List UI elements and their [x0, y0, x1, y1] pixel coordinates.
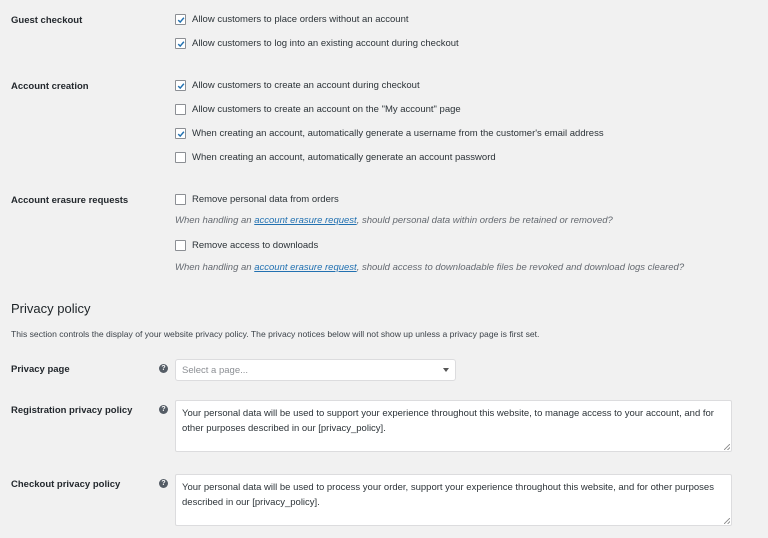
- checkbox-label: Remove access to downloads: [192, 240, 319, 251]
- checkbox-label: When creating an account, automatically generate a username from the customer's email address: [192, 128, 604, 139]
- help-icon[interactable]: ?: [159, 405, 168, 414]
- account-creation-label: Account creation: [11, 81, 89, 92]
- help-icon[interactable]: ?: [159, 364, 168, 373]
- checkbox-label: Remove personal data from orders: [192, 194, 339, 205]
- erasure-option-orders[interactable]: [175, 194, 339, 205]
- checkbox[interactable]: [175, 80, 186, 91]
- checkmark-icon: [177, 82, 185, 90]
- checkbox[interactable]: [175, 240, 186, 251]
- account-creation-option-checkout[interactable]: [175, 80, 420, 91]
- privacy-intro-text: This section controls the display of your website privacy policy. The privacy notices below will not show up unless a privacy page is first set.: [11, 329, 540, 339]
- checkbox-label: Allow customers to log into an existing account during checkout: [192, 38, 459, 49]
- checkbox-label: Allow customers to create an account during checkout: [192, 80, 420, 91]
- privacy-page-label: Privacy page: [11, 364, 70, 375]
- account-creation-option-username[interactable]: [175, 128, 604, 139]
- checkout-privacy-label: Checkout privacy policy: [11, 479, 121, 490]
- account-erasure-label: Account erasure requests: [11, 195, 129, 206]
- erasure-downloads-description: When handling an account erasure request, should access to downloadable files be revoked and download logs cleared?: [175, 262, 685, 273]
- checkbox[interactable]: [175, 194, 186, 205]
- checkbox[interactable]: [175, 104, 186, 115]
- checkbox-label: When creating an account, automatically generate an account password: [192, 152, 496, 163]
- checkmark-icon: [177, 16, 185, 24]
- checkmark-icon: [177, 130, 185, 138]
- privacy-page-select[interactable]: [175, 359, 456, 381]
- dropdown-arrow-icon: [443, 368, 449, 372]
- select-placeholder: Select a page...: [182, 364, 249, 376]
- checkbox-label: Allow customers to place orders without an account: [192, 14, 409, 25]
- checkbox[interactable]: [175, 38, 186, 49]
- erasure-option-downloads[interactable]: [175, 240, 318, 251]
- privacy-policy-heading: Privacy policy: [11, 301, 91, 316]
- guest-checkout-option-orders[interactable]: [175, 14, 409, 25]
- erasure-orders-description: When handling an account erasure request, should personal data within orders be retained or removed?: [175, 215, 613, 226]
- account-creation-option-password[interactable]: [175, 152, 496, 163]
- guest-checkout-option-login[interactable]: [175, 38, 459, 49]
- checkbox[interactable]: [175, 14, 186, 25]
- registration-privacy-label: Registration privacy policy: [11, 405, 133, 416]
- checkmark-icon: [177, 40, 185, 48]
- account-erasure-request-link[interactable]: account erasure request: [254, 215, 357, 226]
- account-erasure-request-link[interactable]: account erasure request: [254, 262, 357, 273]
- checkbox[interactable]: [175, 128, 186, 139]
- resize-handle-icon[interactable]: [724, 518, 730, 524]
- account-creation-option-my-account[interactable]: [175, 104, 461, 115]
- checkbox-label: Allow customers to create an account on the "My account" page: [192, 104, 461, 115]
- help-icon[interactable]: ?: [159, 479, 168, 488]
- checkbox[interactable]: [175, 152, 186, 163]
- resize-handle-icon[interactable]: [724, 444, 730, 450]
- guest-checkout-label: Guest checkout: [11, 15, 83, 26]
- checkout-privacy-textarea[interactable]: Your personal data will be used to process your order, support your experience throughout this website, and for other purposes described in our [privacy_policy].: [175, 474, 732, 526]
- registration-privacy-textarea[interactable]: Your personal data will be used to support your experience throughout this website, to manage access to your account, and for other purposes described in our [privacy_policy].: [175, 400, 732, 452]
